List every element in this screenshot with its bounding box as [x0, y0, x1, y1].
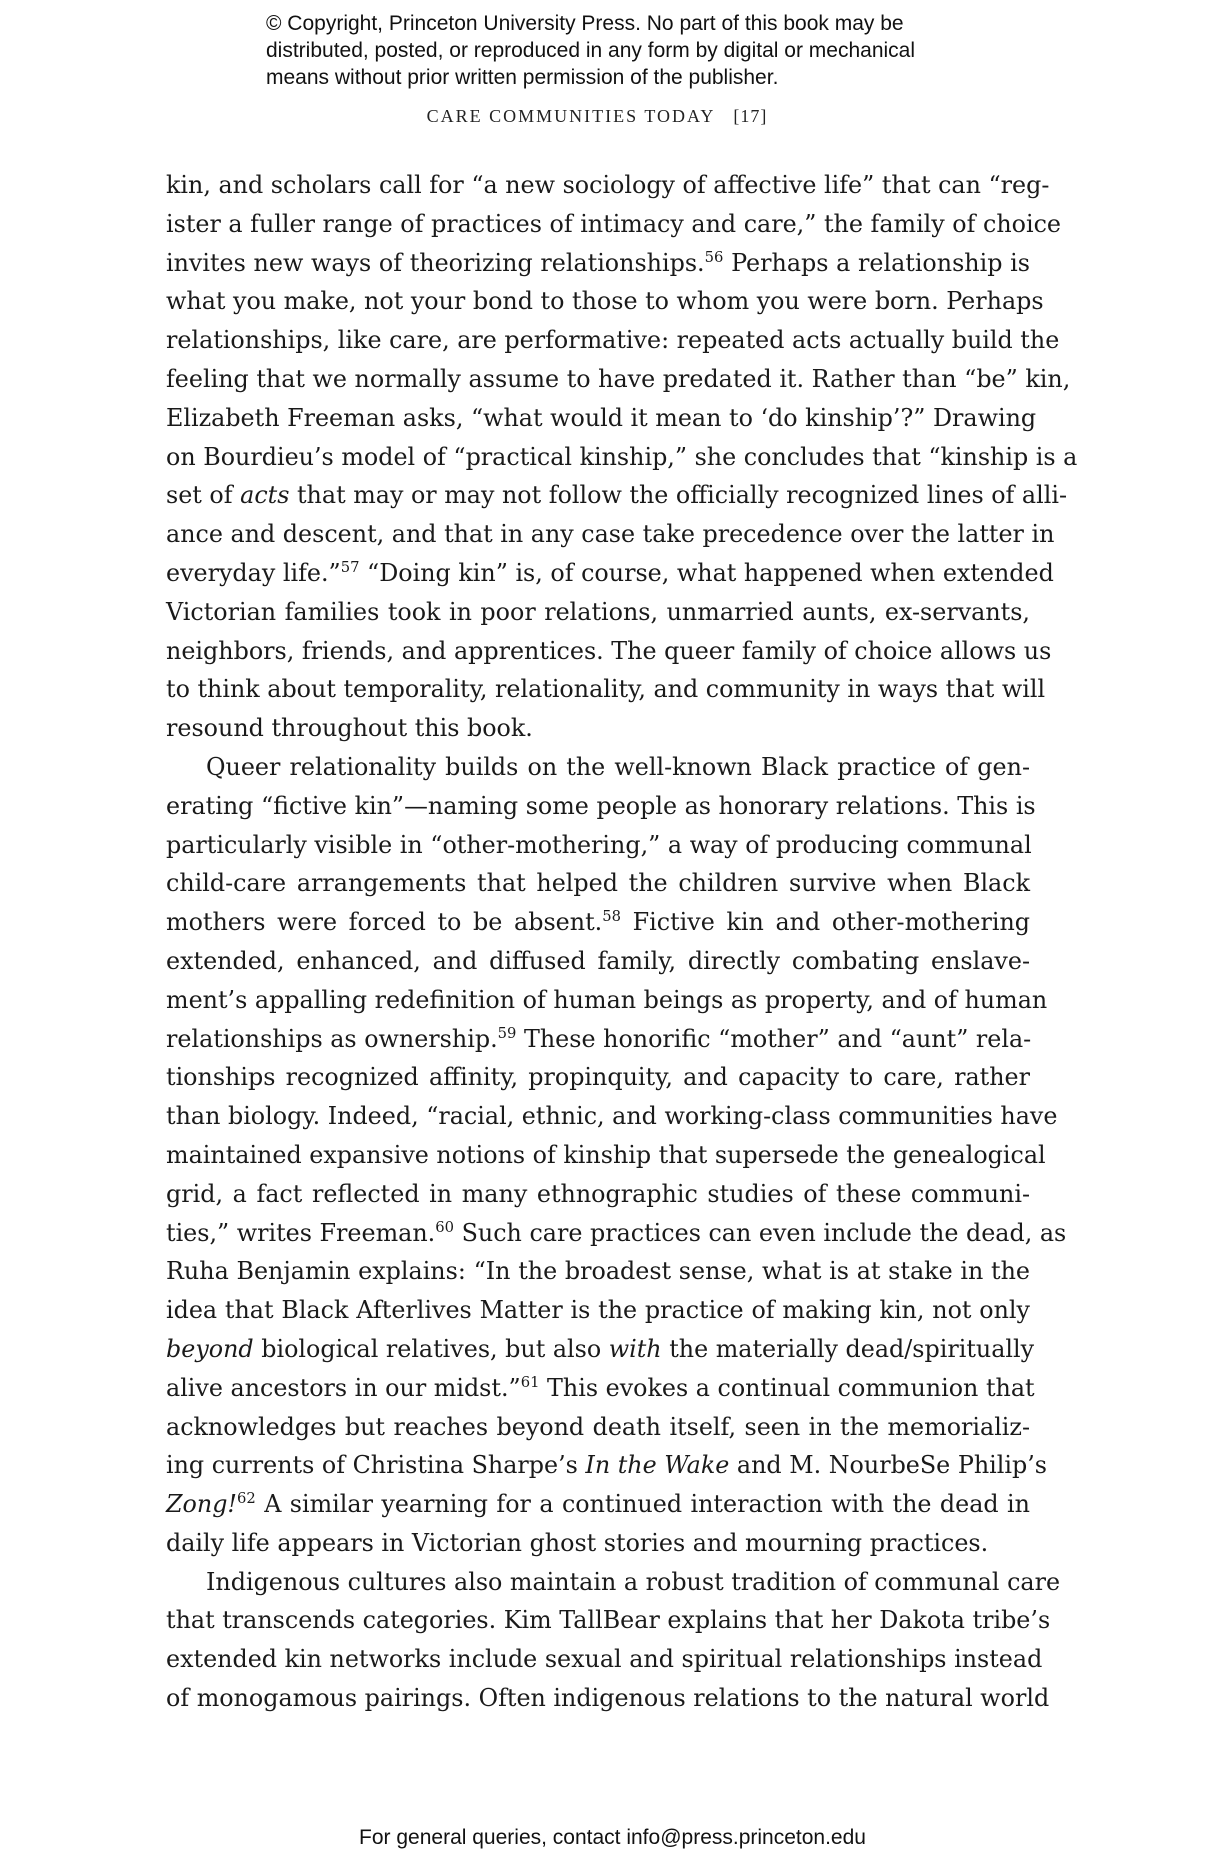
text-line: tionships recognized affinity, propinquity, and capacity to care, rather [166, 1063, 1030, 1092]
text-line: acknowledges but reaches beyond death itself, seen in the memorializ- [166, 1412, 1030, 1441]
text-line: Elizabeth Freeman asks, “what would it mean to ‘do kinship’?” Drawing [166, 403, 1037, 432]
footnote-ref[interactable]: 57 [340, 558, 360, 576]
text-line: everyday life.”$^{57}$ “Doing kin” is, of course, what happened when extended [166, 558, 1054, 587]
text-line: ties,” writes Freeman.$^{60}$ Such care practices can even include the dead, as [166, 1218, 1067, 1247]
text-line: than biology. Indeed, “racial, ethnic, and working-class communities have [166, 1102, 1058, 1131]
text-line: extended kin networks include sexual and spiritual relationships instead [166, 1645, 1043, 1674]
text-line: daily life appears in Victorian ghost stories and mourning practices. [166, 1528, 989, 1557]
footnote-ref[interactable]: 60 [435, 1218, 455, 1236]
text-line: resound throughout this book. [166, 714, 533, 743]
body-text [166, 166, 1078, 1718]
copyright-line: distributed, posted, or reproduced in any form by digital or mechanical [266, 39, 916, 62]
text-line: relationships as ownership.$^{59}$ These honorific “mother” and “aunt” rela- [166, 1024, 1032, 1053]
text-line: relationships, like care, are performative: repeated acts actually build the [166, 326, 1060, 355]
text-line: neighbors, friends, and apprentices. The queer family of choice allows us [166, 636, 1052, 665]
running-head [166, 106, 1028, 127]
text-line: maintained expansive notions of kinship that supersede the genealogical [166, 1140, 1046, 1169]
text-line: what you make, not your bond to those to whom you were born. Perhaps [166, 287, 1044, 316]
text-line: Ruha Benjamin explains: “In the broadest sense, what is at stake in the [166, 1257, 1030, 1286]
chapter-title: CARE COMMUNITIES TODAY [426, 106, 716, 126]
text-line: alive ancestors in our midst.”$^{61}$ This evokes a continual communion that [166, 1373, 1035, 1402]
text-line: set of acts that may or may not follow the officially recognized lines of alli- [166, 481, 1067, 510]
text-line: kin, and scholars call for “a new sociology of affective life” that can “reg- [166, 171, 1050, 199]
text-line: feeling that we normally assume to have predated it. Rather than “be” kin, [166, 364, 1071, 393]
text-line: particularly visible in “other-mothering,” a way of producing communal [166, 830, 1032, 859]
footer-contact: For general queries, contact info@press.princeton.edu [359, 1826, 866, 1849]
text-line: beyond biological relatives, but also with the materially dead/spiritually [166, 1334, 1035, 1363]
page-number: [17] [733, 106, 768, 126]
text-line: ing currents of Christina Sharpe’s In the Wake and M. NourbeSe Philip’s [166, 1451, 1048, 1480]
copyright-line: means without prior written permission of the publisher. [266, 66, 779, 89]
text-line: Victorian families took in poor relations, unmarried aunts, ex-servants, [166, 597, 1030, 626]
text-line: extended, enhanced, and diffused family, directly combating enslave- [166, 946, 1030, 975]
text-line: on Bourdieu’s model of “practical kinship,” she concludes that “kinship is a [166, 442, 1078, 471]
text-line: ance and descent, and that in any case take precedence over the latter in [166, 520, 1055, 549]
text-line: child-care arrangements that helped the children survive when Black [166, 869, 1030, 898]
text-line: invites new ways of theorizing relationships.$^{56}$ Perhaps a relationship is [166, 248, 1030, 277]
text-line: Indigenous cultures also maintain a robust tradition of communal care [206, 1567, 1061, 1596]
text-line: ment’s appalling redefinition of human beings as property, and of human [166, 985, 1048, 1014]
text-line: to think about temporality, relationality, and community in ways that will [166, 675, 1046, 704]
text-line: Queer relationality builds on the well-known Black practice of gen- [206, 752, 1030, 781]
text-line: ister a fuller range of practices of intimacy and care,” the family of choice [166, 209, 1061, 238]
copyright-notice [266, 10, 1026, 91]
text-line: grid, a fact reflected in many ethnographic studies of these communi- [166, 1179, 1030, 1208]
text-line: erating “fictive kin”—naming some people as honorary relations. This is [166, 791, 1036, 820]
text-line: Zong!$^{62}$ A similar yearning for a continued interaction with the dead in [166, 1489, 1030, 1519]
text-line: mothers were forced to be absent.$^{58}$ Fictive kin and other-mothering [166, 908, 1031, 937]
footnote-ref[interactable]: 59 [497, 1024, 517, 1042]
footnote-ref[interactable]: 56 [704, 248, 724, 266]
footnote-ref[interactable]: 61 [520, 1373, 540, 1391]
text-line: idea that Black Afterlives Matter is the practice of making kin, not only [166, 1296, 1030, 1325]
copyright-line: © Copyright, Princeton University Press. No part of this book may be [266, 12, 904, 35]
footnote-ref[interactable]: 58 [602, 908, 621, 925]
footnote-ref[interactable]: 62 [236, 1489, 256, 1507]
text-line: that transcends categories. Kim TallBear explains that her Dakota tribe’s [166, 1606, 1051, 1635]
text-line: of monogamous pairings. Often indigenous relations to the natural world [166, 1684, 1050, 1713]
